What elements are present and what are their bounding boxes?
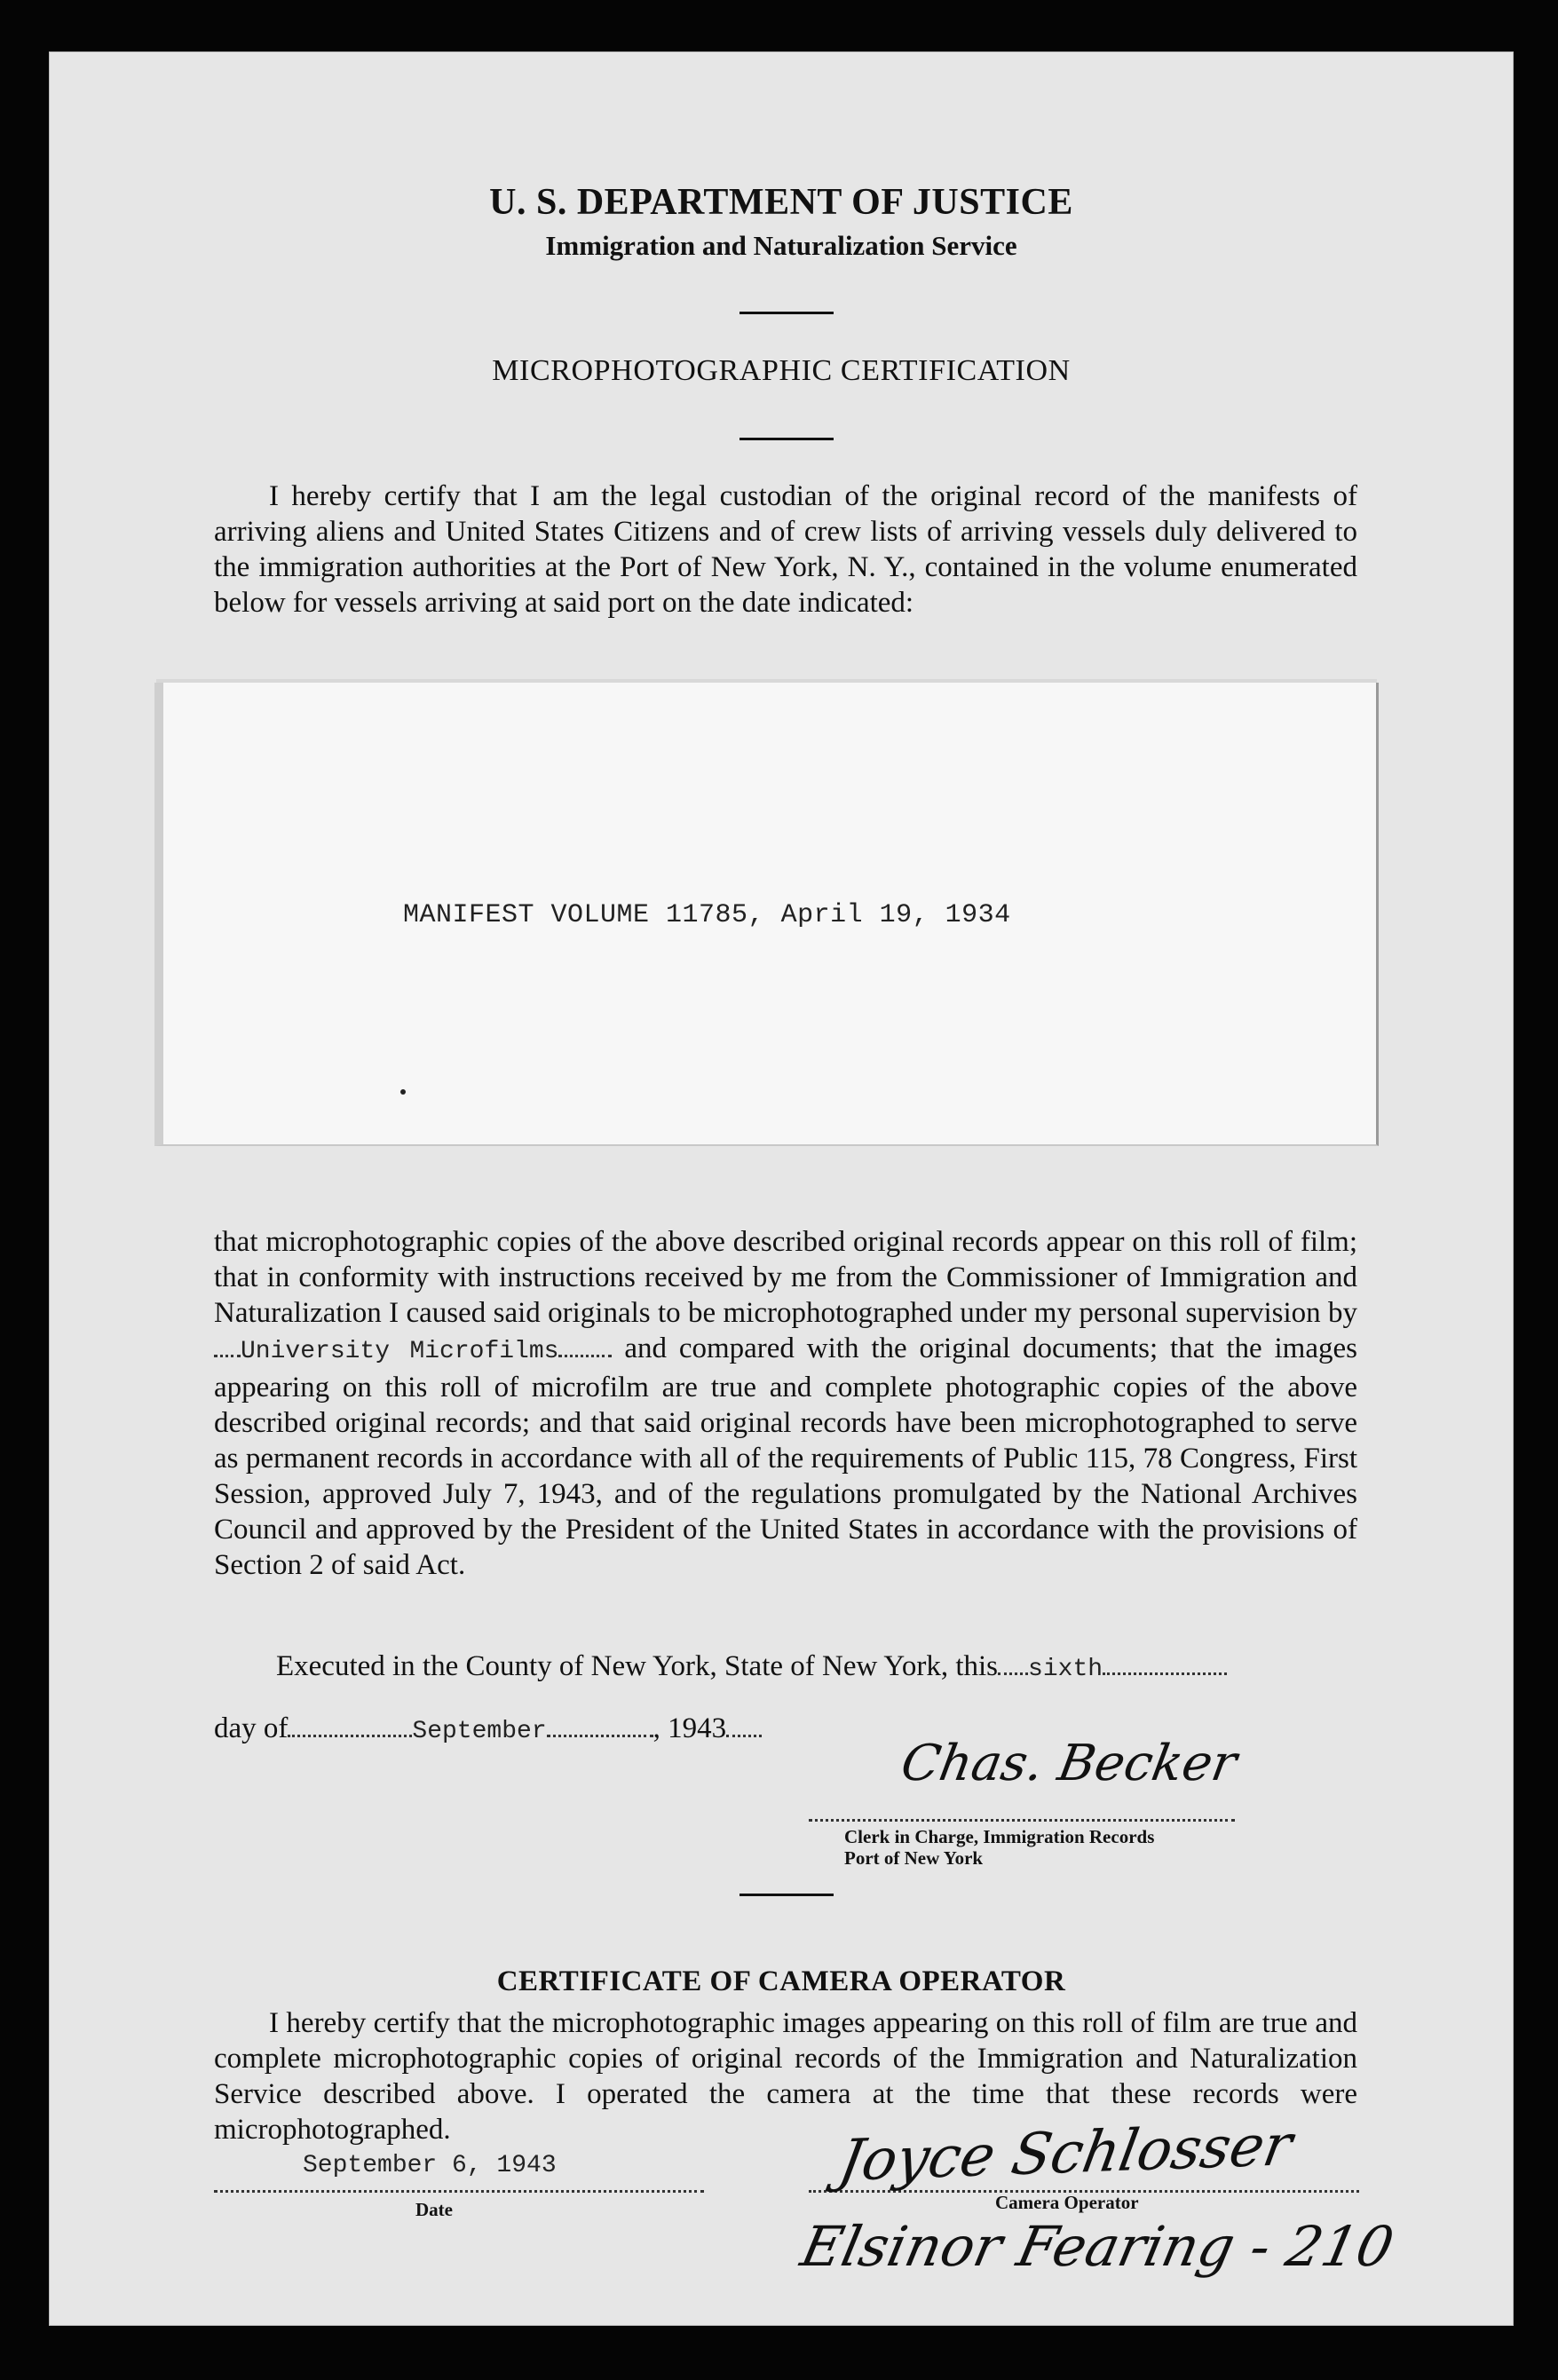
date-line	[214, 1712, 1013, 1745]
microfilm-company: University Microfilms	[241, 1338, 559, 1365]
document-subtitle: Immigration and Naturalization Service	[545, 230, 1017, 261]
date-label: Date	[415, 2199, 453, 2220]
clerk-signature: Chas. Becker	[897, 1735, 1241, 1792]
divider	[739, 438, 834, 440]
camera-operator-label: Camera Operator	[995, 2192, 1139, 2213]
ink-dot	[400, 1089, 406, 1095]
volume-insert-slip	[154, 683, 1379, 1146]
certificate-sheet	[49, 51, 1514, 2326]
camera-date-value: September 6, 1943	[303, 2152, 557, 2179]
body-text-part2: and compared with the original documents; that the images appearing on this roll of microfilm are true and complete photographic copies of the above described original records; and that said original records have been microphotographed to serve as permanent records in accordance with all of the requirements of Public 115, 78 Congress, First Session, approved July 7, 1943, and of the regulations promulgated by the National Archives Council and approved by the President of the United States in accordance with the provisions of Section 2 of said Act.	[214, 1332, 1357, 1581]
operator-signature: Joyce Schlosser	[834, 2112, 1297, 2195]
document-title: U. S. DEPARTMENT OF JUSTICE	[489, 182, 1073, 223]
second-signature: Elsinor Fearing - 210	[795, 2214, 1400, 2279]
body-text-part1: that microphotographic copies of the above described original records appear on this roll of film; that in conformity with instructions received by me from the Commissioner of Immigration and Naturalization I caused said originals to be microphotographed under my personal supervision by	[214, 1226, 1357, 1329]
execution-line	[276, 1650, 1357, 1683]
execution-lead: Executed in the County of New York, State of New York, this	[276, 1650, 999, 1682]
camera-paragraph: I hereby certify that the microphotographic images appearing on this roll of film are true and complete microphotographic copies of original records of the Immigration and Naturalization Service described above. I operated the camera at the time that these records were microphotographed.	[214, 2007, 1357, 2146]
certification-heading: MICROPHOTOGRAPHIC CERTIFICATION	[492, 354, 1071, 387]
clerk-title-line1: Clerk in Charge, Immigration Records	[844, 1826, 1155, 1847]
day-of-label: day of	[214, 1712, 289, 1744]
manifest-volume-text: MANIFEST VOLUME 11785, April 19, 1934	[403, 900, 1011, 930]
body-paragraph	[214, 1224, 1357, 1583]
execution-year: , 1943	[652, 1712, 727, 1744]
intro-paragraph: I hereby certify that I am the legal custodian of the original record of the manifests of arriving aliens and United States Citizens and of crew lists of arriving vessels duly delivered to the immigration authorities at the Port of New York, N. Y., contained in the volume enumerated below for vessels arriving at said port on the date indicated:	[214, 480, 1357, 619]
divider	[739, 1894, 834, 1896]
camera-operator-heading: CERTIFICATE OF CAMERA OPERATOR	[496, 1965, 1066, 1997]
divider	[739, 312, 834, 314]
execution-month: September	[412, 1718, 547, 1745]
clerk-title-line2: Port of New York	[844, 1847, 984, 1869]
clerk-title	[844, 1826, 1154, 1869]
execution-day: sixth	[1028, 1656, 1103, 1683]
